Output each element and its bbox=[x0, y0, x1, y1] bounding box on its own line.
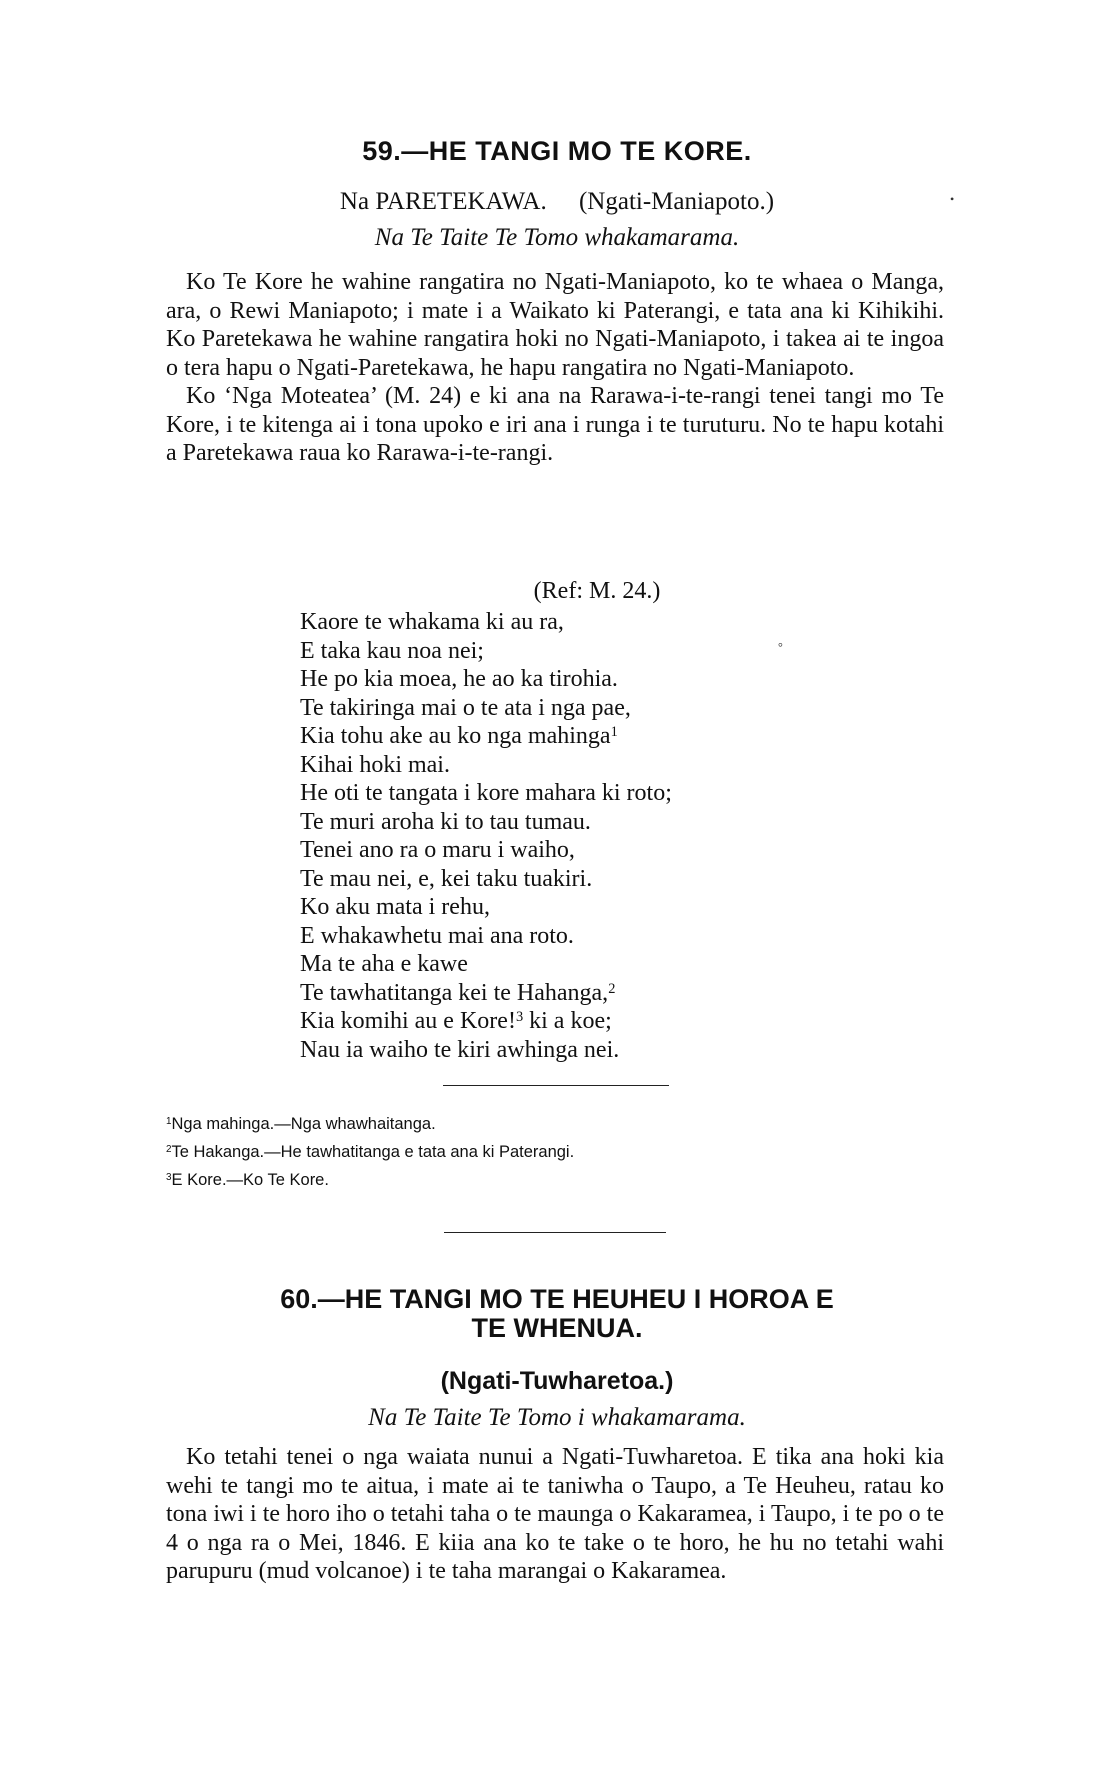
song-59-byline bbox=[0, 188, 1114, 216]
poem-line-tail: ki a koe; bbox=[523, 1008, 612, 1034]
poem-line: Te takiringa mai o te ata i nga pae, bbox=[300, 694, 631, 721]
intro-paragraph: Ko tetahi tenei o nga waiata nunui a Ngati-Tuwharetoa. E tika ana hoki kia wehi te tangi mo te aitua, i mate ai te taniwha o Taupo, a Te Heuheu, ratau ko tona iwi i te horo iho o tetahi taha o te maunga o Kakaramea, i Taupo, i te po o te 4 o nga ra o Mei, 1846. E kiia ana ko te take o te horo, he hu no tetahi wahi parupuru (mud volcanoe) i te taha marangai o Kakaramea. bbox=[166, 1444, 944, 1584]
section-divider bbox=[444, 1232, 666, 1233]
song-59-reference bbox=[0, 578, 1114, 605]
poem-line-text: Kia komihi au e Kore! bbox=[300, 1008, 516, 1034]
song-60-title bbox=[0, 1285, 1114, 1343]
song-60-tribe: (Ngati-Tuwharetoa.) bbox=[440, 1367, 674, 1395]
song-59-title: 59.—HE TANGI MO TE KORE. bbox=[362, 136, 752, 166]
poem-line: Ma te aha e kawe bbox=[300, 951, 468, 977]
poem-line: He po kia moea, he ao ka tirohia. bbox=[300, 666, 618, 692]
footnote-marker: 3 bbox=[515, 1008, 524, 1025]
song-59-annotator: Na Te Taite Te Tomo whakamarama. bbox=[374, 224, 740, 251]
poem-line: Nau ia waiho te kiri awhinga nei. bbox=[300, 1036, 620, 1063]
footnote-marker: 1 bbox=[610, 723, 618, 740]
poem-line: Tenei ano ra o maru i waiho, bbox=[300, 837, 575, 863]
poem-line bbox=[300, 979, 672, 1008]
print-speck-mark: • bbox=[950, 192, 955, 206]
poem-line: He oti te tangata i kore mahara ki roto; bbox=[300, 780, 672, 806]
poem-line: E whakawhetu mai ana roto. bbox=[300, 922, 574, 949]
song-60-title-line: 60.—HE TANGI MO TE HEUHEU I HOROA E bbox=[280, 1284, 834, 1314]
poem-line: E taka kau noa nei; bbox=[300, 637, 484, 664]
poem-line: Te mau nei, e, kei taku tuakiri. bbox=[300, 865, 593, 892]
footnote-number: 3 bbox=[166, 1172, 172, 1184]
song-60-title-line: TE WHENUA. bbox=[471, 1313, 643, 1343]
poem-line: Kihai hoki mai. bbox=[300, 751, 450, 778]
poem-line-text: Kia tohu ake au ko nga mahinga bbox=[300, 723, 611, 749]
footnote-text: E Kore.—Ko Te Kore. bbox=[171, 1171, 329, 1189]
poem-line-text: Te tawhatitanga kei te Hahanga, bbox=[300, 979, 609, 1006]
song-60-introduction bbox=[166, 1443, 944, 1586]
footnote bbox=[166, 1138, 574, 1166]
footnote bbox=[166, 1110, 574, 1138]
song-59-tribe: (Ngati-Maniapoto.) bbox=[578, 188, 775, 215]
poem-line: Te muri aroha ki to tau tumau. bbox=[300, 808, 591, 835]
poem-line bbox=[300, 1007, 672, 1036]
footnote-marker: 2 bbox=[608, 980, 616, 997]
song-60-annotator: Na Te Taite Te Tomo i whakamarama. bbox=[368, 1404, 746, 1431]
song-59-poem bbox=[300, 608, 672, 1064]
intro-paragraph: Ko ‘Nga Moteatea’ (M. 24) e ki ana na Rarawa-i-te-rangi tenei tangi mo Te Kore, i te kitenga ai i tona upoko e iri ana i runga i te turuturu. No te hapu kotahi a Paretekawa raua ko Rarawa-i-te-rangi. bbox=[166, 383, 944, 466]
song-59-author: Na PARETEKAWA. bbox=[339, 188, 547, 215]
footnote-text: Te Hakanga.—He tawhatitanga e tata ana ki Paterangi. bbox=[171, 1143, 575, 1161]
section-divider bbox=[443, 1085, 669, 1086]
print-speck-mark: ° bbox=[778, 640, 783, 654]
intro-paragraph: Ko Te Kore he wahine rangatira no Ngati-Maniapoto, ko te whaea o Manga, ara, o Rewi Maniapoto; i mate i a Waikato ki Paterangi, e tata ana ki Kihikihi. Ko Paretekawa he wahine rangatira hoki no Ngati-Maniapoto, i takea ai te ingoa o tera hapu o Ngati-Paretekawa, he hapu rangatira no Ngati-Maniapoto. bbox=[166, 269, 944, 381]
poem-line bbox=[300, 722, 672, 751]
footnote-number: 2 bbox=[166, 1144, 172, 1156]
song-59-introduction bbox=[166, 268, 944, 468]
song-59-footnotes bbox=[166, 1110, 574, 1194]
footnote-number: 1 bbox=[166, 1116, 172, 1128]
footnote-text: Nga mahinga.—Nga whawhaitanga. bbox=[171, 1115, 436, 1133]
footnote bbox=[166, 1166, 574, 1194]
poem-line: Ko aku mata i rehu, bbox=[300, 894, 490, 920]
reference-text: (Ref: M. 24.) bbox=[533, 578, 661, 604]
poem-line: Kaore te whakama ki au ra, bbox=[300, 609, 564, 635]
